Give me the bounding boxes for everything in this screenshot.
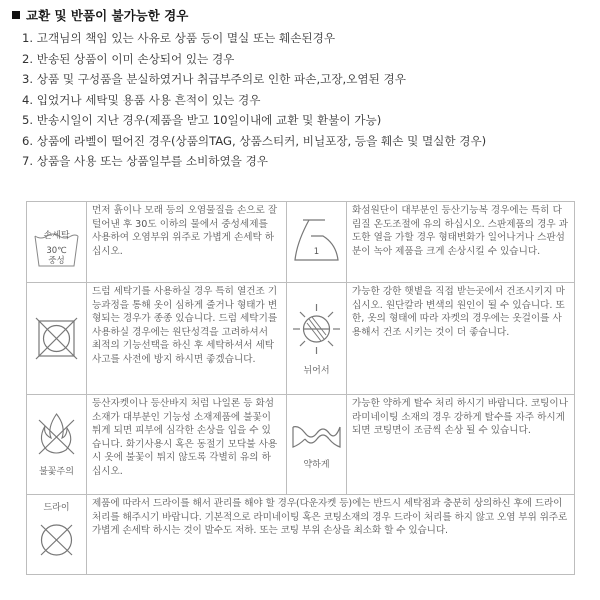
list-item: 6. 상품에 라벨이 떨어진 경우(상품의TAG, 상품스티커, 비닐포장, 등을 훼손 및 멸실한 경우): [22, 133, 487, 148]
table-row: [27, 202, 575, 283]
no-tumble-dry-text: 드럼 세탁기를 사용하실 경우 특히 열건조 기능과정을 통해 옷이 심하게 줄거나 형태가 변형되는 경우가 종종 있습니다. 드럼 세탁기를 사용하실 경우에는 원단성격을 고려하셔서 최적의 기능선택을 하신 후 세탁하셔서 세탁사고를 사전에 방지 하시면 좋겠습니다.: [87, 283, 287, 395]
iron-level: 1: [313, 247, 320, 257]
heading-text: 교환 및 반품이 불가능한 경우: [26, 8, 189, 23]
wring-cell: [287, 395, 347, 495]
dry-clean-text: 제품에 따라서 드라이를 해서 관리를 해야 할 경우(다운자켓 등)에는 반드시 세탁점과 충분히 상의하신 후에 드라이 처리를 해주시기 바랍니다. 기본적으로 라미네이팅 혹은 코팅소재의 경우 드라이 처리를 하지 않고 오염 부위 위주로 가볍게 손세탁 하시는 것이 발수도 저하. 또는 코팅 부위 손상을 최소화 할 수 있습니다.: [87, 495, 575, 575]
list-item: 7. 상품을 사용 또는 상품일부를 소비하였을 경우: [22, 154, 268, 168]
flame-icon: [29, 406, 84, 462]
wring-icon: [289, 415, 344, 455]
hand-wash-cell: [27, 202, 87, 283]
wring-label: 약하게: [303, 460, 330, 471]
dry-clean-cell: [27, 495, 87, 575]
list-item: 5. 반송시일이 지난 경우(제품을 받고 10일이내에 교환 및 환불이 가능): [22, 113, 382, 127]
list-item: 3. 상품 및 구성품을 분실하였거나 취급부주의로 인한 파손,고장,오염된 경우: [22, 72, 406, 86]
list-item: 1. 고객님의 책임 있는 사유로 상품 등이 멸실 또는 훼손된경우: [22, 31, 336, 45]
iron-cell: [287, 202, 347, 283]
hand-wash-label: 손세탁: [43, 231, 70, 241]
care-table: [26, 201, 575, 575]
shade-dry-text: 가능한 강한 햇볕을 직접 받는곳에서 건조시키지 마십시오. 원단칼라 변색의 원인이 될 수 있습니다. 또한, 옷의 형태에 따라 자켓의 경우에는 옷걸이를 사용해서 건조 시키는 것이 더 좋습니다.: [347, 283, 575, 395]
hand-wash-detergent: 중성: [48, 256, 65, 266]
dry-clean-icon: [29, 518, 84, 562]
flame-text: 등산자켓이나 등산바지 처럼 나일론 등 화섬 소재가 대부분인 기능성 소재제품에 불꽃이 튀게 되면 피부에 심각한 손상을 입을 수 있습니다. 화기사용시 혹은 동절기 모닥불 사용시 옷에 불꽃이 튀지 않도록 각별히 유의 하십시오.: [87, 395, 287, 495]
flame-cell: [27, 395, 87, 495]
table-row: [27, 395, 575, 495]
table-row: [27, 283, 575, 395]
iron-text: 화섬원단이 대부분인 등산기능복 경우에는 특히 다림질 온도조절에 유의 하십시오. 스판제품의 경우 과도한 열을 가할 경우 형태변화가 일어나거나 스판섬분이 녹아 제품을 크게 손상시킬 수 있습니다.: [347, 202, 575, 283]
list-item: 4. 입었거나 세탁및 용품 사용 흔적이 있는 경우: [22, 92, 261, 107]
no-tumble-dry-icon: [29, 309, 84, 369]
iron-icon: [289, 212, 344, 272]
flame-label: 불꽃주의: [39, 467, 74, 478]
condition-list: [22, 28, 592, 172]
hand-wash-text: 먼저 흙이나 모래 등의 오염물질을 손으로 잘 털어낸 후 30도 이하의 물에서 중성세제를 사용하여 오염부위 위주로 가볍게 손세탁 하십시오.: [87, 202, 287, 283]
section-heading: [12, 6, 188, 24]
list-item: 2. 반송된 상품이 이미 손상되어 있는 경우: [22, 51, 235, 66]
hand-wash-temperature: 30℃: [46, 246, 67, 256]
shade-dry-cell: [287, 283, 347, 395]
shade-dry-icon: [289, 299, 344, 361]
no-tumble-dry-cell: [27, 283, 87, 395]
wring-text: 가능한 약하게 탈수 처리 하시기 바랍니다. 코팅이나 라미네이팅 소재의 경우 강하게 탈수를 자주 하시게 되면 코팅면이 조금씩 손상 될 수 있습니다.: [347, 395, 575, 495]
table-row: [27, 495, 575, 575]
square-bullet-icon: [12, 11, 20, 19]
shade-dry-label: 뉘어서: [303, 366, 330, 377]
dry-clean-label: 드라이: [43, 502, 70, 513]
